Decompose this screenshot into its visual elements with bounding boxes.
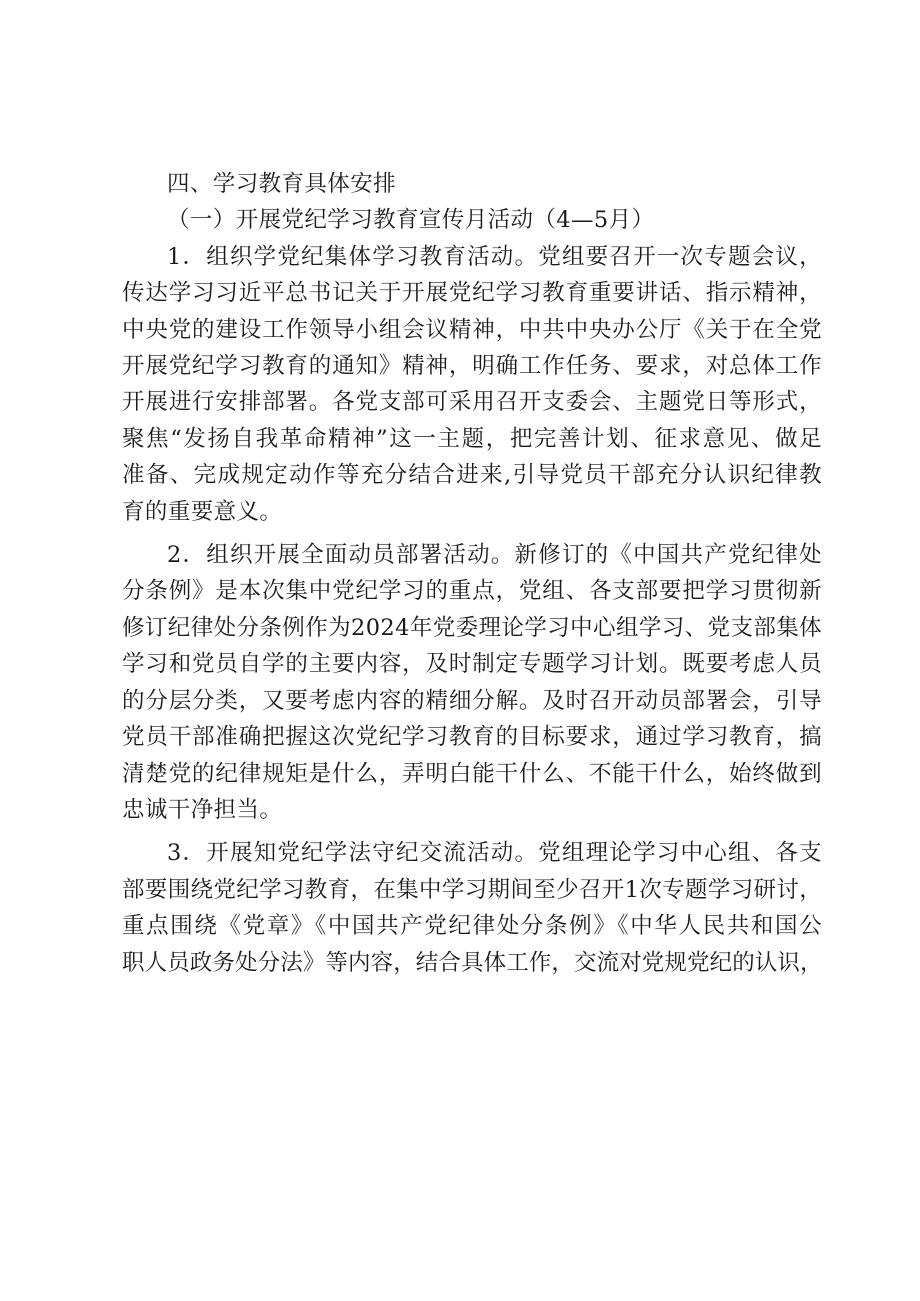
paragraph-line: 清楚党的纪律规矩是什么，弄明白能干什么、不能干什么，始终做到 xyxy=(122,760,822,787)
paragraph-2 xyxy=(122,537,822,828)
paragraph-line: 中央党的建设工作领导小组会议精神，中共中央办公厅《关于在全党 xyxy=(122,316,822,343)
section-heading: 四、学习教育具体安排 xyxy=(167,171,397,197)
paragraph-line: 党员干部准确把握这次党纪学习教育的目标要求，通过学习教育，搞 xyxy=(122,724,822,751)
paragraph-line: 部要围绕党纪学习教育，在集中学习期间至少召开1次专题学习研讨， xyxy=(122,876,822,903)
document-body xyxy=(122,166,822,981)
paragraph-line: 1．组织学党纪集体学习教育活动。党组要召开一次专题会议， xyxy=(167,243,822,270)
paragraph-line: 忠诚干净担当。 xyxy=(122,796,283,823)
paragraph-line: 修订纪律处分条例作为2024年党委理论学习中心组学习、党支部集体 xyxy=(122,614,823,641)
paragraph-line: 聚焦“发扬自我革命精神”这一主题，把完善计划、征求意见、做足 xyxy=(122,425,822,452)
subsection-heading: （一）开展党纪学习教育宣传月活动（4—5月） xyxy=(167,207,655,234)
paragraph-line: 开展党纪学习教育的通知》精神，明确工作任务、要求，对总体工作 xyxy=(122,353,822,380)
paragraph-line: 准备、完成规定动作等充分结合进来,引导党员干部充分认识纪律教 xyxy=(122,462,822,489)
paragraph-line: 学习和党员自学的主要内容，及时制定专题学习计划。既要考虑人员 xyxy=(122,651,822,678)
paragraph-3 xyxy=(122,835,822,981)
paragraph-line: 传达学习习近平总书记关于开展党纪学习教育重要讲话、指示精神， xyxy=(122,280,822,307)
paragraph-1 xyxy=(122,239,822,530)
paragraph-line: 育的重要意义。 xyxy=(122,498,283,525)
paragraph-line: 3．开展知党纪学法守纪交流活动。党组理论学习中心组、各支 xyxy=(167,840,822,867)
paragraph-line: 的分层分类，又要考虑内容的精细分解。及时召开动员部署会，引导 xyxy=(122,687,822,714)
paragraph-line: 2．组织开展全面动员部署活动。新修订的《中国共产党纪律处 xyxy=(167,542,822,569)
paragraph-line: 职人员政务处分法》等内容，结合具体工作，交流对党规党纪的认识， xyxy=(122,949,823,976)
paragraph-line: 开展进行安排部署。各党支部可采用召开支委会、主题党日等形式， xyxy=(122,389,822,416)
paragraph-line: 分条例》是本次集中党纪学习的重点，党组、各支部要把学习贯彻新 xyxy=(122,578,822,605)
paragraph-line: 重点围绕《党章》《中国共产党纪律处分条例》《中华人民共和国公 xyxy=(122,913,822,940)
